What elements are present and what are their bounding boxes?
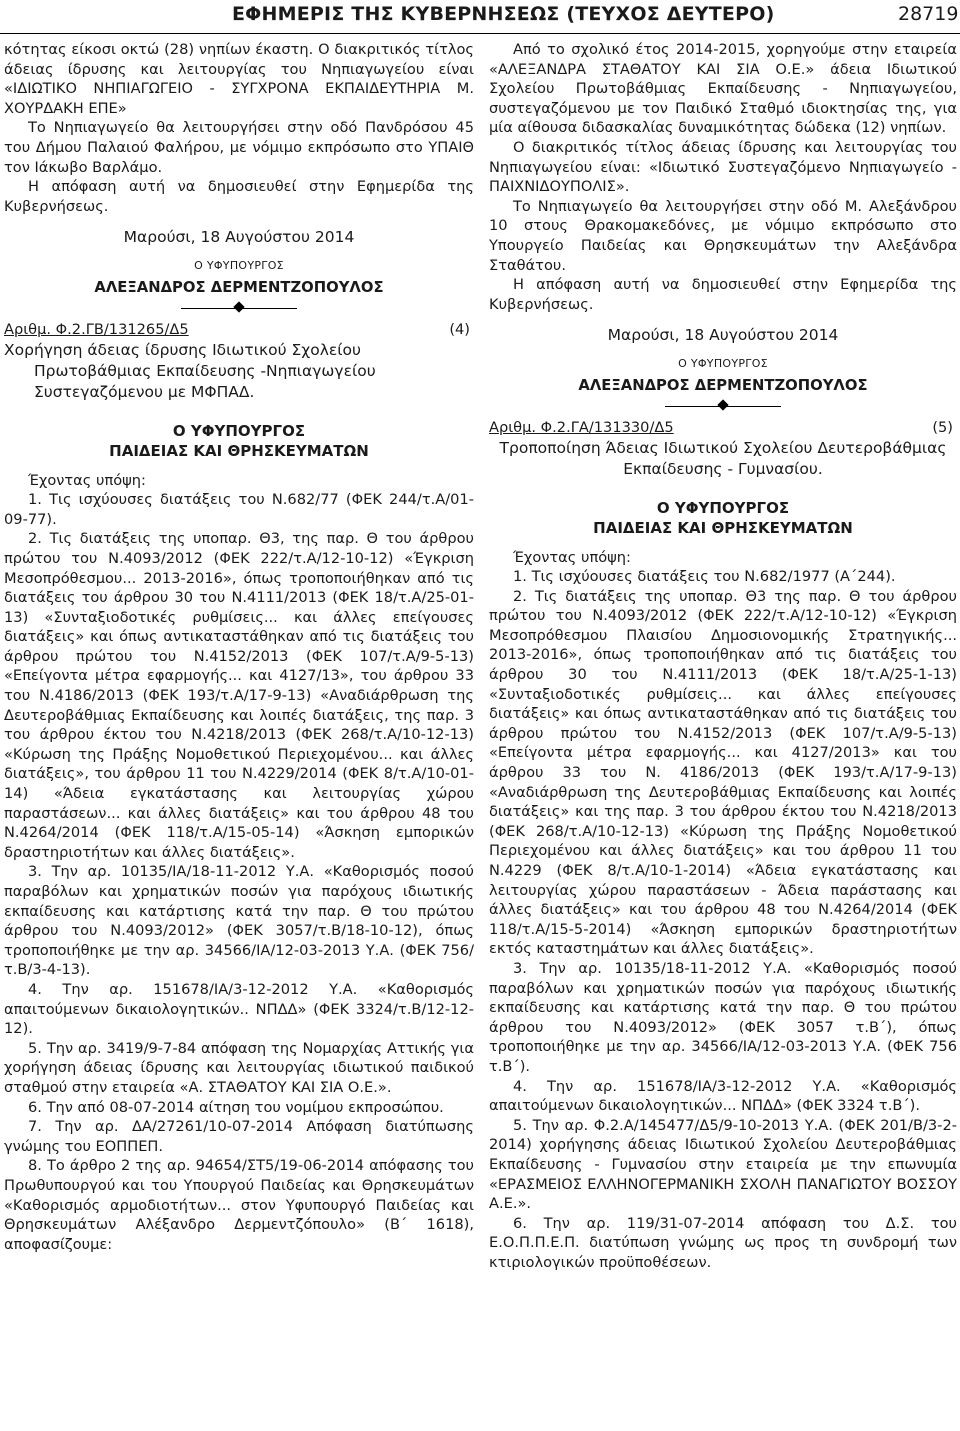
left-decision-index: (4) bbox=[449, 320, 470, 338]
right-place-date: Μαρούσι, 18 Αυγούστου 2014 bbox=[607, 326, 839, 345]
right-item-2: 2. Τις διατάξεις της υποπαρ. Θ3 της παρ. Θ του άρθρου πρώτου του Ν.4093/2012 (ΦΕΚ 222/τ.Α/12-10-12) «Έγκριση Μεσοπρόθεσμου Πλαισίου Δημοσιονομικής Στρατηγικής... 2013-2016», όπως τροποποιήθηκαν από τις διατάξεις του άρθρου 30 του Ν.4111/2013 (ΦΕΚ 18/τ.Α/25-1-13) «Συνταξιοδοτικές ρυθμίσεις... και άλλες επείγουσες διατάξεις» και όπως αντικαταστάθηκαν από τις διατάξεις του άρθρου πρώτου του Ν.4152/2013 (ΦΕΚ 107/τ.Α/9-5-13) «Επείγοντα μέτρα εφαρμογής... και 4127/2013» και του άρθρου 33 του Ν. 4186/2013 (ΦΕΚ 193/τ.Α/17-9-13) «Αναδιάρθρωση της Δευτεροβάθμιας Εκπαίδευσης και λοιπές διατάξεις» και της παρ. 3 του άρθρου έκτου του Ν.4218/2013 (ΦΕΚ 268/τ.Α/10-12-13) «Κύρωση της Πράξης Νομοθετικού Περιεχομένου και άλλες διατάξεις» και του άρθρου 11 του Ν.4229 (ΦΕΚ 8/τ.Α/10-1-2014) «Άδεια εγκατάστασης και λειτουργίας χώρου παραστάσεων - Άδεια παράστασης και άλλες διατάξεις» και του άρθρου 48 του Ν.4264/2014 (ΦΕΚ 118/τ.Α/15-5-2014) «Άσκηση εμπορικών δραστηριοτήτων εκτός καταστημάτων και άλλες διατάξεις». bbox=[489, 587, 957, 958]
left-place-date: Μαρούσι, 18 Αυγούστου 2014 bbox=[123, 228, 355, 247]
right-column bbox=[489, 40, 957, 1272]
gazette-title: ΕΦΗΜΕΡΙΣ ΤΗΣ ΚΥΒΕΡΝΗΣΕΩΣ (ΤΕΥΧΟΣ ΔΕΥΤΕΡΟ) bbox=[232, 3, 775, 25]
right-separator bbox=[489, 398, 957, 414]
left-item-5: 5. Την αρ. 3419/9-7-84 απόφαση της Νομαρχίας Αττικής για χορήγηση άδειας ίδρυσης και λειτουργίας ιδιωτικού παιδικού σταθμού στην εταιρεία «Α. ΣΤΑΘΑΤΟΥ ΚΑΙ ΣΙΑ Ο.Ε.». bbox=[4, 1039, 474, 1096]
left-separator bbox=[4, 300, 474, 316]
right-ministry-line1: Ο ΥΦΥΠΟΥΡΓΟΣ bbox=[656, 498, 790, 517]
left-item-4: 4. Την αρ. 151678/ΙΑ/3-12-2012 Υ.Α. «Καθορισμός απαιτούμενων δικαιολογητικών.. ΝΠΔΔ» (ΦΕΚ 3324/τ.Β/12-12-12). bbox=[4, 980, 474, 1038]
page-number: 28719 bbox=[898, 3, 959, 25]
right-having-regard: Έχοντας υπόψη: bbox=[513, 548, 631, 566]
left-item-3: 3. Την αρ. 10135/ΙΑ/18-11-2012 Υ.Α. «Καθορισμός ποσού παραβόλων και χρηματικών ποσών για παρόχους ιδιωτικής εκπαίδευσης και κατάρτισης κατά την παρ. Θ του πρώτου άρθρου του Ν.4093/2012» (ΦΕΚ 3057/τ.Β/18-10-12), όπως τροποποιήθηκε με την αρ. 34566/ΙΑ/12-03-2013 Υ.Α. (ΦΕΚ 756/τ.Β/3-4-13). bbox=[4, 863, 474, 979]
left-ministry-line2: ΠΑΙΔΕΙΑΣ ΚΑΙ ΘΡΗΣΚΕΥΜΑΤΩΝ bbox=[109, 441, 369, 460]
page-header bbox=[0, 0, 960, 38]
right-minister-title: Ο ΥΦΥΠΟΥΡΓΟΣ bbox=[678, 356, 768, 370]
right-paragraph-4: Η απόφαση αυτή να δημοσιευθεί στην Εφημερίδα της Κυβερνήσεως. bbox=[489, 276, 957, 313]
right-ministry-heading bbox=[489, 498, 957, 538]
right-item-6: 6. Την αρ. 119/31-07-2014 απόφαση του Δ.Σ. του Ε.Ο.Π.Π.Ε.Π. διατύπωση γνώμης ως προς τη συνδρομή των κτιριολογικών προϋποθέσεων. bbox=[489, 1214, 957, 1271]
left-item-6: 6. Την από 08-07-2014 αίτηση του νομίμου εκπροσώπου. bbox=[28, 1098, 444, 1116]
left-paragraph-2: Το Νηπιαγωγείο θα λειτουργήσει στην οδό Πανδρόσου 45 του Δήμου Παλαιού Φαλήρου, με νόμιμο εκπρόσωπο στο ΥΠΑΙΘ τον Ιάκωβο Βαρλάμο. bbox=[4, 119, 474, 176]
right-paragraph-1: Από το σχολικό έτος 2014-2015, χορηγούμε στην εταιρεία «ΑΛΕΞΑΝΔΡΑ ΣΤΑΘΑΤΟΥ ΚΑΙ ΣΙΑ Ο.Ε.» άδεια Ιδιωτικού Σχολείου Πρωτοβάθμιας Εκπαίδευσης - Νηπιαγωγείου, συστεγαζόμενου με τον Παιδικό Σταθμό ιδιοκτησίας της, για μία αίθουσα διδασκαλίας δυναμικότητας δώδεκα (12) νηπίων. bbox=[489, 41, 957, 137]
left-having-regard: Έχοντας υπόψη: bbox=[28, 471, 146, 489]
left-minister-title: Ο ΥΦΥΠΟΥΡΓΟΣ bbox=[194, 258, 284, 272]
left-minister-name: ΑΛΕΞΑΝΔΡΟΣ ΔΕΡΜΕΝΤΖΟΠΟΥΛΟΣ bbox=[94, 278, 384, 296]
left-item-2: 2. Τις διατάξεις της υποπαρ. Θ3, της παρ. Θ του άρθρου πρώτου του Ν.4093/2012 (ΦΕΚ 222/τ.Α/12-10-12) «Έγκριση Μεσοπρόθεσμου... 2013-2016», όπως τροποποιήθηκαν από τις διατάξεις του άρθρου 30 του Ν.4111/2013 (ΦΕΚ 18/τ.Α/25-01-13) «Συνταξιοδοτικές ρυθμίσεις... και άλλες επείγουσες διατάξεις» και όπως αντικαταστάθηκαν από τις διατάξεις του άρθρου πρώτου του Ν.4152/2013 (ΦΕΚ 107/τ.Α/9-5-13) «Επείγοντα μέτρα εφαρμογής... και 4127/13», του άρθρου 33 του Ν.4186/2013 (ΦΕΚ 193/τ.Α/17-9-13) «Αναδιάρθρωση της Δευτεροβάθμιας Εκπαίδευσης και λοιπές διατάξεις, της παρ. 3 του άρθρου έκτου του Ν.4218/2013 (ΦΕΚ 268/τ.Α/10-12-13) «Κύρωση της Πράξης Νομοθετικού Περιεχομένου... και άλλες διατάξεις», του άρθρου 11 του Ν.4229/2014 (ΦΕΚ 8/τ.Α/10-01-14) «Άδεια εγκατάστασης και λειτουργίας χώρου παραστάσεων... και άλλες διατάξεις» και του άρθρου 48 του Ν.4264/2014 (ΦΕΚ 118/τ.Α/15-05-14) «Άσκηση εμπορικών δραστηριοτήτων και άλλες διατάξεις». bbox=[4, 530, 474, 861]
left-paragraph-3: Η απόφαση αυτή να δημοσιευθεί στην Εφημερίδα της Κυβερνήσεως. bbox=[4, 178, 474, 215]
left-ministry-line1: Ο ΥΦΥΠΟΥΡΓΟΣ bbox=[172, 421, 306, 440]
right-item-1: 1. Τις ισχύουσες διατάξεις του Ν.682/1977 (Α΄244). bbox=[513, 568, 896, 586]
right-item-3: 3. Την αρ. 10135/18-11-2012 Υ.Α. «Καθορισμός ποσού παραβόλων και χρηματικών ποσών για παρόχους ιδιωτικής εκπαίδευσης και κατάρτισης κατά την παρ. Θ του πρώτου άρθρου του Ν.4093/2012» (ΦΕΚ 3057 τ.Β΄), όπως τροποποιήθηκε με την αρ. 34566/ΙΑ/12-03-2013 Υ.Α. (ΦΕΚ 756 τ.Β΄). bbox=[489, 959, 957, 1075]
left-decision-header bbox=[4, 320, 474, 340]
right-decision-subject: Τροποποίηση Άδειας Ιδιωτικού Σχολείου Δευτεροβάθμιας Εκπαίδευσης - Γυμνασίου. bbox=[499, 438, 947, 478]
right-paragraph-3: Το Νηπιαγωγείο θα λειτουργήσει στην οδό Μ. Αλεξάνδρου 10 στους Θρακομακεδόνες, με νόμιμο εκπρόσωπο στο Υπουργείο Παιδείας και Θρησκευμάτων την Αλεξάνδρα Σταθάτου. bbox=[489, 197, 957, 274]
left-paragraph-1: κότητας είκοσι οκτώ (28) νηπίων έκαστη. Ο διακριτικός τίτλος άδειας ίδρυσης και λειτουργίας του Νηπιαγωγείου είναι «ΙΔΙΩΤΙΚΟ ΝΗΠΙΑΓΩΓΕΙΟ - ΣΥΓΧΡΟΝΑ ΕΚΠΑΙΔΕΥΤΗΡΙΑ Μ. ΧΟΥΡΔΑΚΗ ΕΠΕ» bbox=[4, 41, 474, 117]
right-decision-index: (5) bbox=[932, 418, 953, 436]
right-decision-header bbox=[489, 418, 957, 438]
left-item-8: 8. Το άρθρο 2 της αρ. 94654/ΣΤ5/19-06-2014 απόφασης του Πρωθυπουργού και του Υπουργού Παιδείας και Θρησκευμάτων «Καθορισμός αρμοδιοτήτων... στον Υφυπουργό Παιδείας και Θρησκευμάτων Αλέξανδρο Δερμεντζόπουλο» (Β΄ 1618), αποφασίζουμε: bbox=[4, 1157, 474, 1253]
right-ministry-line2: ΠΑΙΔΕΙΑΣ ΚΑΙ ΘΡΗΣΚΕΥΜΑΤΩΝ bbox=[593, 518, 853, 537]
right-item-5: 5. Την αρ. Φ.2.Α/145477/Δ5/9-10-2013 Υ.Α. (ΦΕΚ 201/Β/3-2-2014) χορήγησης άδειας Ιδιωτικού Σχολείου Δευτεροβάθμιας Εκπαίδευσης - Γυμνασίου στην εταιρεία με την επωνυμία «ΕΡΑΣΜΕΙΟΣ ΕΛΛΗΝΟΓΕΡΜΑΝΙΚΗ ΣΧΟΛΗ ΠΑΝΑΓΙΩΤΟΥ ΒΟΣΣΟΥ Α.Ε.». bbox=[489, 1116, 957, 1213]
left-item-7: 7. Την αρ. ΔΑ/27261/10-07-2014 Απόφαση διατύπωσης γνώμης του ΕΟΠΠΕΠ. bbox=[4, 1118, 474, 1155]
left-decision-number: Αριθμ. Φ.2.ΓΒ/131265/Δ5 bbox=[4, 320, 189, 338]
left-decision-subject: Χορήγηση άδειας ίδρυσης Ιδιωτικού Σχολείου Πρωτοβάθμιας Εκπαίδευσης -Νηπιαγωγείου Συστεγαζόμενου με ΜΦΠΑΔ. bbox=[4, 340, 376, 401]
left-ministry-heading bbox=[4, 421, 474, 461]
right-decision-number: Αριθμ. Φ.2.ΓΑ/131330/Δ5 bbox=[489, 418, 674, 436]
right-item-4: 4. Την αρ. 151678/ΙΑ/3-12-2012 Υ.Α. «Καθορισμός απαιτούμενων δικαιολογητικών... ΝΠΔΔ» (ΦΕΚ 3324 τ.Β΄). bbox=[489, 1077, 957, 1115]
header-rule bbox=[0, 33, 960, 34]
left-column bbox=[4, 40, 474, 1254]
right-paragraph-2: Ο διακριτικός τίτλος άδειας ίδρυσης και λειτουργίας του Νηπιαγωγείου είναι: «Ιδιωτικό Συστεγαζόμενο Νηπιαγωγείο - ΠΑΙΧΝΙΔΟΥΠΟΛΙΣ». bbox=[489, 138, 957, 196]
right-minister-name: ΑΛΕΞΑΝΔΡΟΣ ΔΕΡΜΕΝΤΖΟΠΟΥΛΟΣ bbox=[578, 376, 868, 394]
left-item-1: 1. Τις ισχύουσες διατάξεις του Ν.682/77 (ΦΕΚ 244/τ.Α/01-09-77). bbox=[4, 491, 474, 528]
